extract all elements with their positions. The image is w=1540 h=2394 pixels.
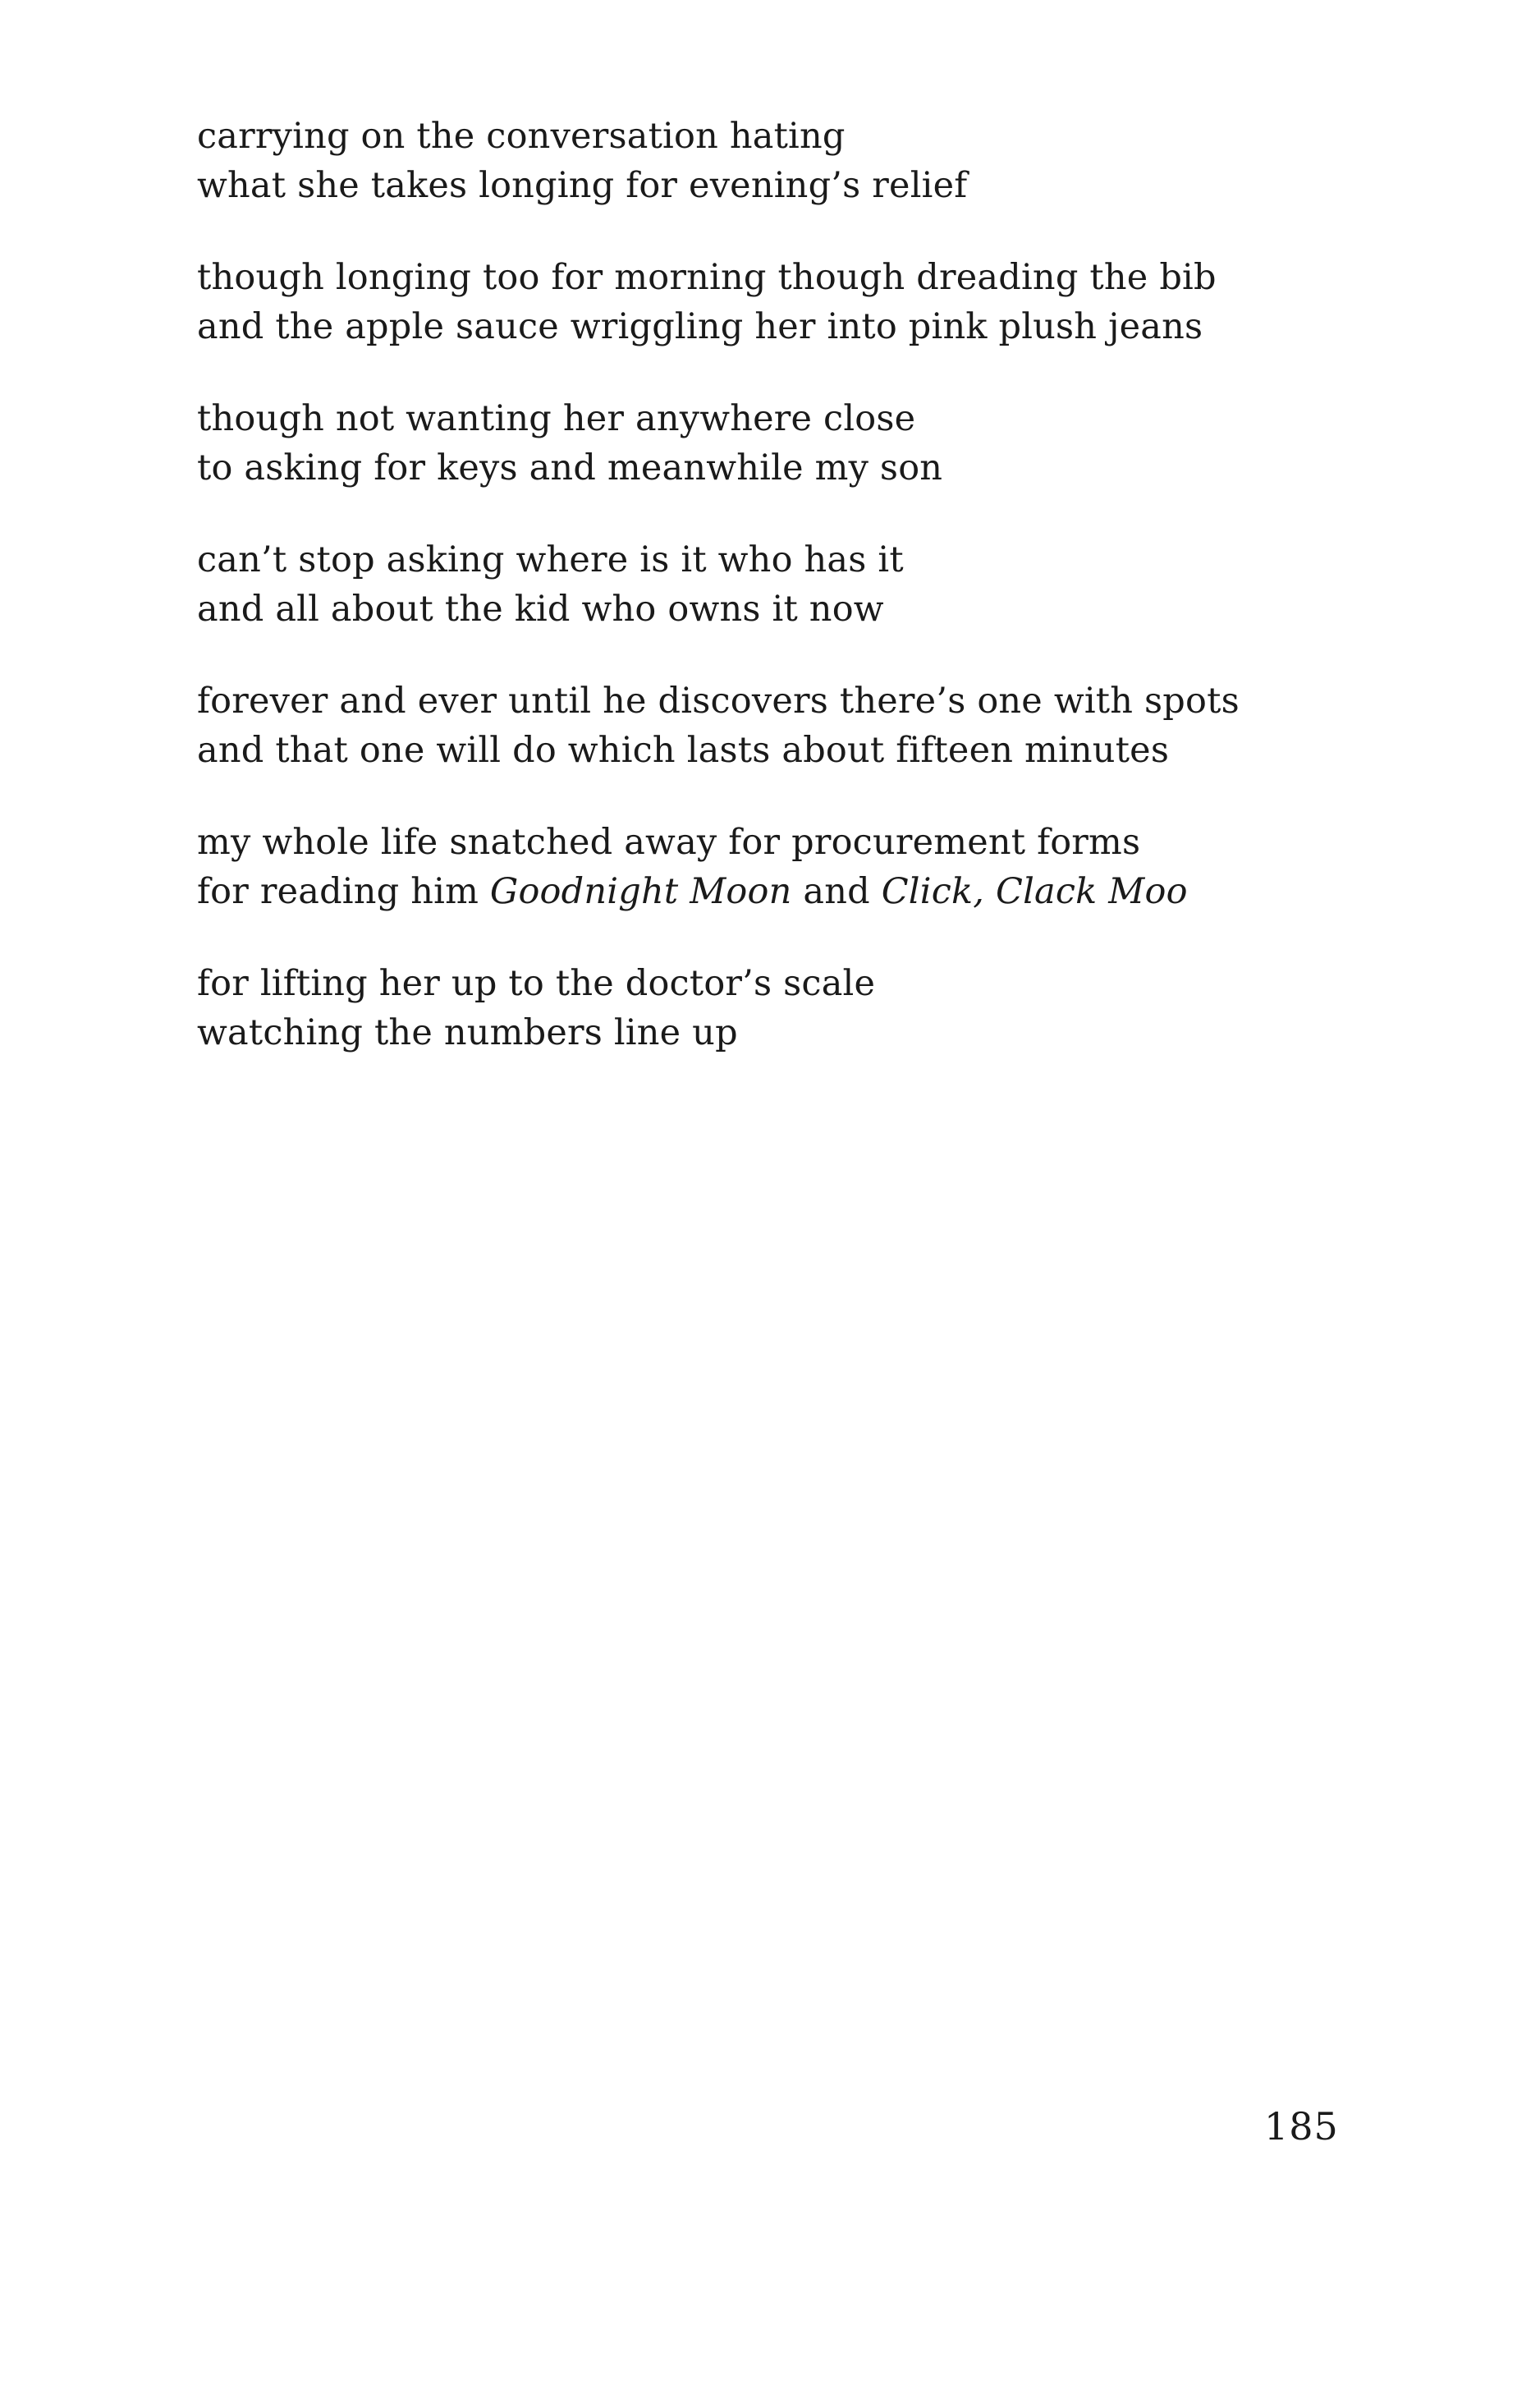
stanza-6 [197,818,1428,916]
stanza-7 [197,959,1428,1057]
book-title-goodnight-moon: Goodnight Moon [489,871,792,912]
poem-line-with-titles [197,867,1428,916]
poem-line: though not wanting her anywhere close [197,398,916,439]
poem-line: though longing too for morning though dreading the bib [197,257,1217,298]
poem-line: forever and ever until he discovers there’s one with spots [197,681,1240,722]
line-prefix: for reading him [197,871,490,912]
stanza-2 [197,253,1428,351]
stanza-5 [197,676,1428,775]
stanza-3 [197,394,1428,493]
book-title-click-clack-moo: Click, Clack Moo [881,871,1188,912]
poem-line: can’t stop asking where is it who has it [197,539,904,580]
poem-line: my whole life snatched away for procurement forms [197,822,1141,863]
poem-line: and the apple sauce wriggling her into pink plush jeans [197,306,1203,347]
stanza-4 [197,535,1428,634]
poem-line: for lifting her up to the doctor’s scale [197,963,876,1004]
poem-line: carrying on the conversation hating [197,116,846,157]
poem-text [197,112,1428,1100]
stanza-1 [197,112,1428,210]
poem-line: to asking for keys and meanwhile my son [197,447,943,488]
page-number: 185 [1264,2104,1339,2149]
poem-line: what she takes longing for evening’s relief [197,165,968,206]
line-conjunction: and [791,871,882,912]
poem-line: and all about the kid who owns it now [197,589,884,630]
poem-line: and that one will do which lasts about fifteen minutes [197,730,1170,771]
poem-line: watching the numbers line up [197,1012,738,1053]
